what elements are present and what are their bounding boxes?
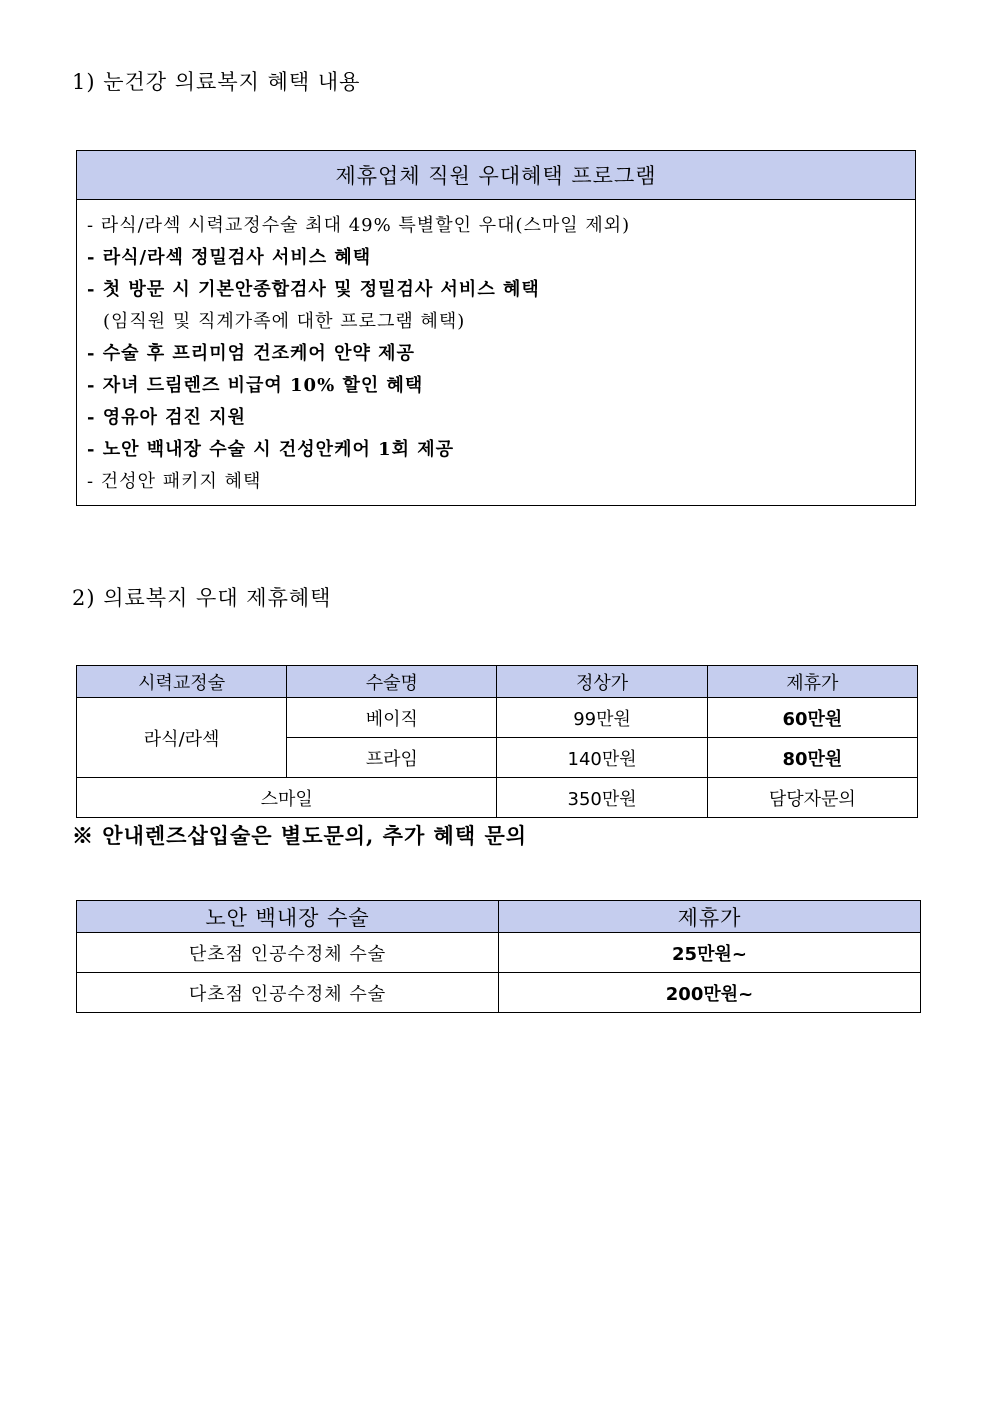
procedure-name: 스마일 (77, 778, 497, 818)
header-partner-price: 제휴가 (499, 901, 921, 933)
list-item: - 수술 후 프리미엄 건조케어 안약 제공 (87, 343, 415, 364)
list-item: - 노안 백내장 수술 시 건성안케어 1회 제공 (87, 439, 455, 460)
regular-price: 99만원 (497, 698, 707, 738)
header-regular-price: 정상가 (497, 666, 707, 698)
partner-price: 80만원 (707, 738, 917, 778)
table-row (77, 973, 921, 1013)
list-item: - 라식/라섹 정밀검사 서비스 혜택 (87, 247, 372, 268)
procedure-name: 프라임 (287, 738, 497, 778)
program-box (76, 150, 916, 506)
surgery-name: 다초점 인공수정체 수술 (77, 973, 499, 1013)
header-partner-price: 제휴가 (707, 666, 917, 698)
additional-note: ※ 안내렌즈삽입술은 별도문의, 추가 혜택 문의 (72, 823, 528, 848)
list-item: - 건성안 패키지 혜택 (87, 471, 262, 492)
partner-price: 60만원 (707, 698, 917, 738)
program-benefit-list (77, 200, 915, 498)
table-row (77, 698, 918, 738)
table-row (77, 778, 918, 818)
section1-heading: 1) 눈건강 의료복지 혜택 내용 (72, 70, 361, 94)
list-item: - 영유아 검진 지원 (87, 407, 246, 428)
program-title: 제휴업체 직원 우대혜택 프로그램 (77, 151, 915, 200)
table-header-row (77, 666, 918, 698)
partner-price: 200만원~ (499, 973, 921, 1013)
regular-price: 140만원 (497, 738, 707, 778)
table-row (77, 933, 921, 973)
partner-price: 25만원~ (499, 933, 921, 973)
list-item: - 자녀 드림렌즈 비급여 10% 할인 혜택 (87, 375, 424, 396)
list-item: - 첫 방문 시 기본안종합검사 및 정밀검사 서비스 혜택 (87, 279, 540, 300)
group-cell: 라식/라섹 (77, 698, 287, 778)
surgery-name: 단초점 인공수정체 수술 (77, 933, 499, 973)
header-procedure-name: 수술명 (287, 666, 497, 698)
cataract-price-table (76, 900, 921, 1013)
partner-price: 담당자문의 (707, 778, 917, 818)
list-item: (임직원 및 직계가족에 대한 프로그램 혜택) (103, 311, 466, 332)
section2-heading: 2) 의료복지 우대 제휴혜택 (72, 586, 332, 610)
list-item: - 라식/라섹 시력교정수술 최대 49% 특별할인 우대(스마일 제외) (87, 215, 631, 236)
header-procedure-type: 시력교정술 (77, 666, 287, 698)
procedure-name: 베이직 (287, 698, 497, 738)
regular-price: 350만원 (497, 778, 707, 818)
table-header-row (77, 901, 921, 933)
header-cataract-surgery: 노안 백내장 수술 (77, 901, 499, 933)
vision-correction-price-table (76, 665, 918, 818)
